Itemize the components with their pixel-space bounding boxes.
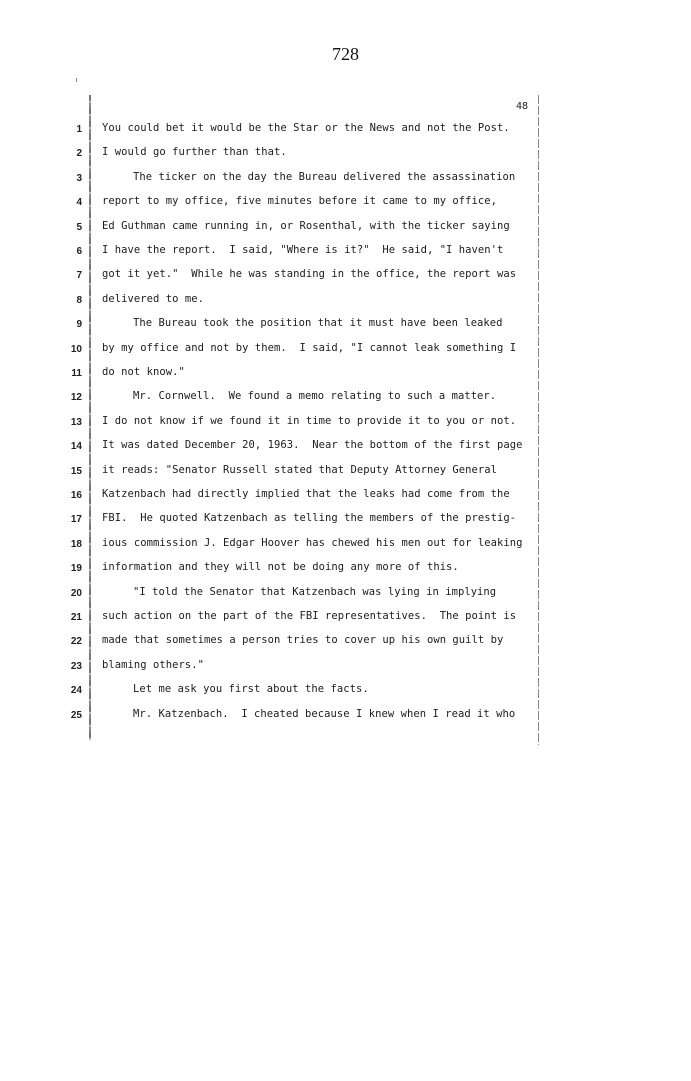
transcript-line: [0, 706, 691, 730]
line-number: 23: [70, 660, 82, 672]
line-text: Mr. Katzenbach. I cheated because I knew when I read it who: [133, 707, 516, 720]
line-text: You could bet it would be the Star or the News and not the Post.: [102, 122, 510, 134]
transcript-line: [0, 340, 691, 364]
line-text: I have the report. I said, "Where is it?" He said, "I haven't: [102, 244, 504, 256]
transcript-line: [0, 632, 691, 656]
line-number: 17: [70, 514, 82, 526]
transcript-line: [0, 193, 691, 217]
transcript-line: [0, 218, 691, 242]
transcript-line: [0, 266, 691, 290]
line-number: 2: [76, 148, 82, 160]
line-text: "I told the Senator that Katzenbach was lying in implying: [133, 585, 497, 598]
line-number: 9: [76, 319, 82, 331]
line-text: Mr. Cornwell. We found a memo relating to such a matter.: [133, 390, 497, 403]
line-number: 7: [76, 270, 82, 282]
transcript-line: [0, 169, 691, 193]
line-number: 3: [76, 172, 82, 184]
line-text: such action on the part of the FBI representatives. The point is: [102, 610, 517, 622]
line-number: 16: [70, 490, 82, 501]
line-text: Let me ask you first about the facts.: [133, 683, 369, 696]
transcript-line: [0, 364, 691, 388]
transcript-line: [0, 413, 691, 437]
line-number: 1: [76, 124, 82, 135]
transcript-line: [0, 657, 691, 681]
transcript-line: [0, 388, 691, 412]
transcript-line: [0, 437, 691, 461]
line-number: 4: [76, 197, 82, 209]
line-number: 14: [70, 441, 82, 453]
transcript-line: [0, 584, 691, 608]
line-text: ious commission J. Edgar Hoover has chewed his men out for leaking: [102, 536, 523, 549]
line-number: 12: [70, 392, 82, 404]
line-number: 24: [70, 685, 82, 697]
transcript-line: [0, 291, 691, 315]
line-text: Ed Guthman came running in, or Rosenthal, with the ticker saying: [102, 219, 510, 232]
margin-tick: [76, 78, 77, 82]
line-number: 22: [70, 636, 82, 648]
page-number: 728: [332, 44, 359, 64]
line-number: 25: [70, 709, 82, 721]
line-number: 18: [70, 538, 82, 550]
transcript-line: [0, 462, 691, 486]
transcript-line: [0, 681, 691, 705]
line-text: I do not know if we found it in time to provide it to you or not.: [102, 414, 517, 427]
line-text: it reads: "Senator Russell stated that Deputy Attorney General: [102, 463, 498, 476]
transcript-line: [0, 120, 691, 144]
transcript-line: [0, 535, 691, 559]
line-text: by my office and not by them. I said, "I cannot leak something I: [102, 341, 517, 354]
line-text: delivered to me.: [102, 292, 204, 305]
line-text: FBI. He quoted Katzenbach as telling the members of the prestig-: [102, 512, 517, 525]
line-number: 11: [71, 368, 82, 379]
line-text: got it yet." While he was standing in the office, the report was: [102, 268, 517, 281]
transcript-line: [0, 315, 691, 339]
line-text: Katzenbach had directly implied that the leaks had come from the: [102, 488, 510, 500]
line-text: do not know.": [102, 366, 185, 378]
line-number: 15: [70, 465, 82, 477]
line-number: 21: [70, 612, 82, 623]
transcript-page-number: 48: [515, 101, 528, 112]
line-text: blaming others.": [102, 658, 204, 671]
transcript-line: [0, 608, 691, 632]
transcript-line: [0, 559, 691, 583]
line-text: The Bureau took the position that it must have been leaked: [133, 317, 503, 330]
line-text: It was dated December 20, 1963. Near the bottom of the first page: [102, 439, 523, 452]
transcript-line: [0, 486, 691, 510]
transcript-line: [0, 510, 691, 534]
line-number: 8: [76, 294, 82, 306]
line-text: information and they will not be doing any more of this.: [102, 561, 459, 574]
transcript-line: [0, 144, 691, 168]
line-number: 6: [76, 246, 82, 257]
line-text: report to my office, five minutes before it came to my office,: [102, 195, 498, 208]
line-number: 10: [70, 343, 82, 355]
line-text: The ticker on the day the Bureau delivered the assassination: [133, 170, 516, 183]
line-text: made that sometimes a person tries to cover up his own guilt by: [102, 634, 504, 647]
line-text: I would go further than that.: [102, 146, 287, 159]
line-number: 19: [70, 563, 82, 575]
line-number: 13: [70, 416, 82, 428]
line-number: 20: [70, 587, 82, 599]
line-number: 5: [76, 221, 82, 233]
transcript-line: [0, 242, 691, 266]
